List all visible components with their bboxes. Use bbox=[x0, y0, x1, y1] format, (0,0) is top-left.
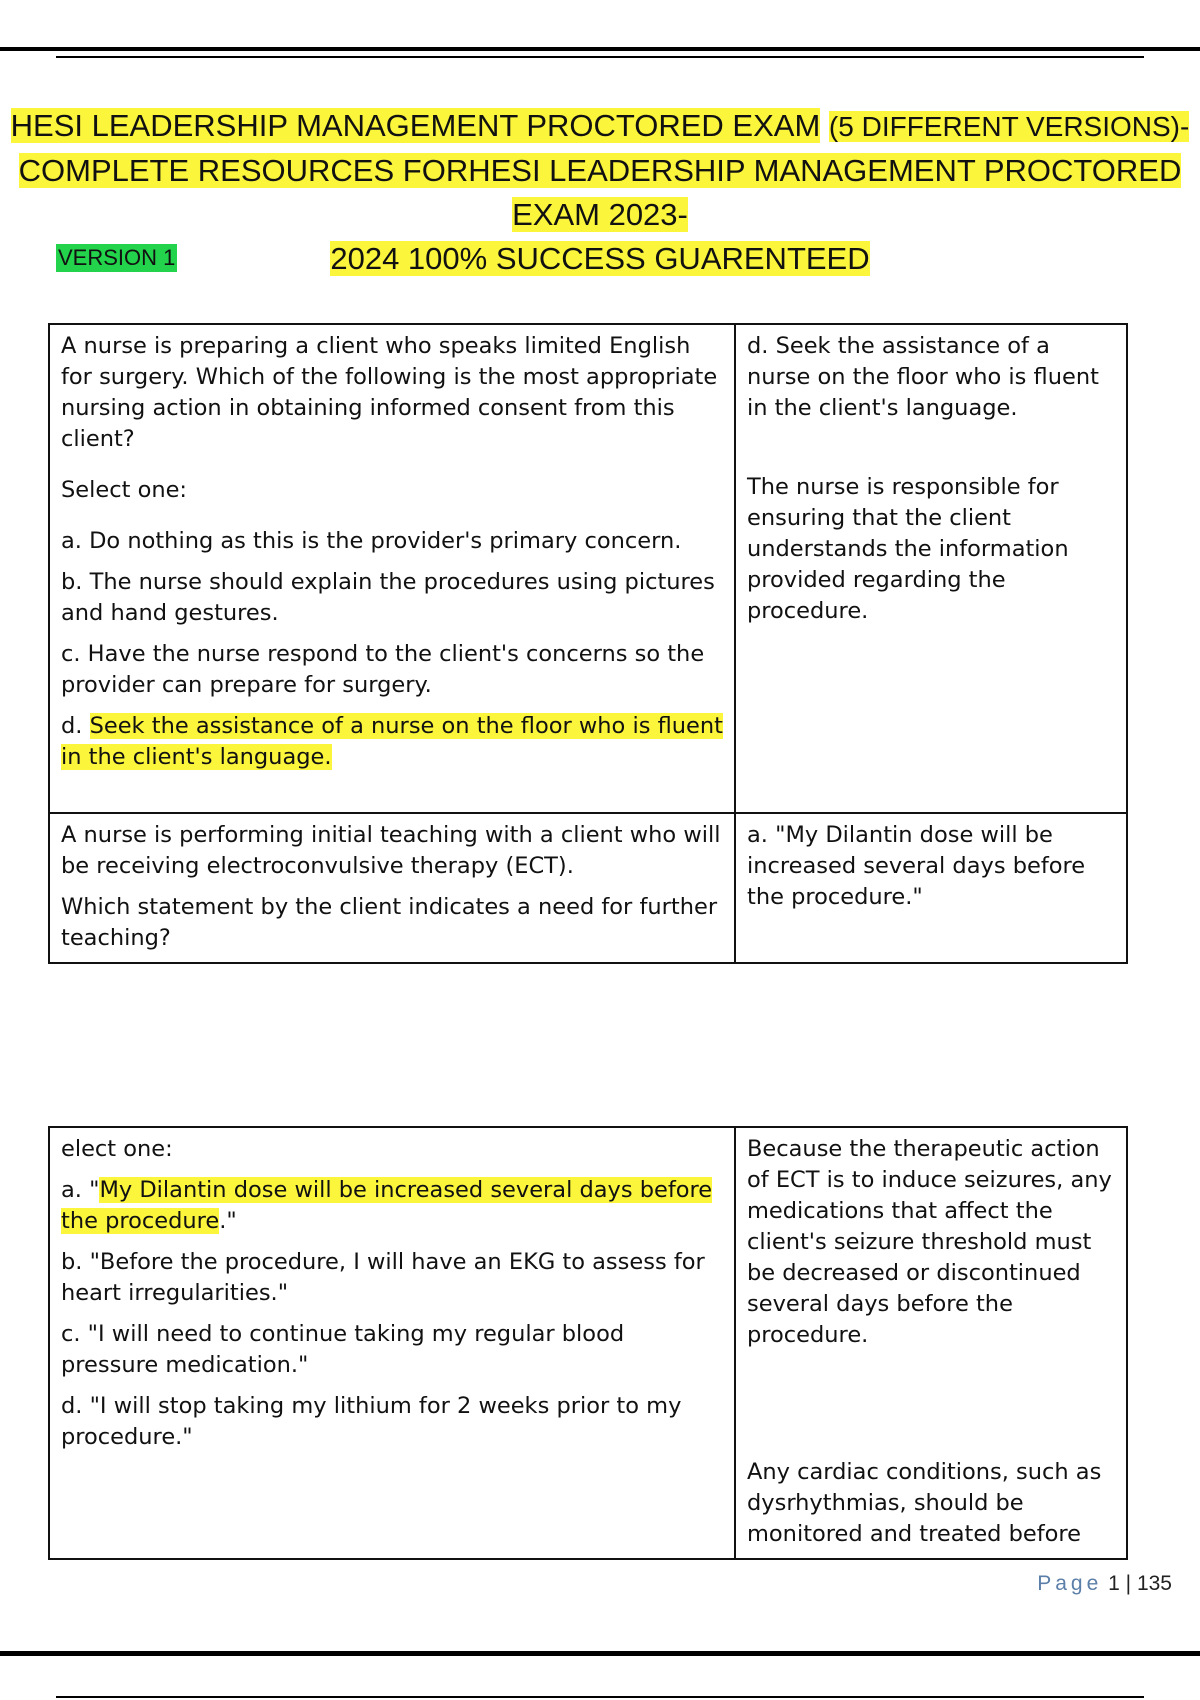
select-one-label: Select one: bbox=[61, 477, 188, 503]
title-line-2-text: COMPLETE RESOURCES FORHESI LEADERSHIP MANAGEMENT PROCTORED EXAM 2023- bbox=[18, 153, 1182, 232]
title-line-3-text: 2024 100% SUCCESS GUARENTEED bbox=[330, 241, 870, 276]
option-a-suffix: ." bbox=[219, 1208, 237, 1234]
question-text-2: Which statement by the client indicates a need for further teaching? bbox=[61, 894, 718, 951]
option-d bbox=[61, 711, 724, 773]
page-separator: | bbox=[1125, 1572, 1132, 1595]
question-text: A nurse is preparing a client who speaks limited English for surgery. Which of the following is the most appropriate nursing action in obtaining informed consent from this client? bbox=[61, 333, 718, 452]
table-row bbox=[49, 1127, 1127, 1559]
option-d-highlight: Seek the assistance of a nurse on the floor who is fluent in the client's language. bbox=[61, 713, 723, 770]
option-c: c. Have the nurse respond to the client's concerns so the provider can prepare for surgery. bbox=[61, 641, 705, 698]
answer-text: d. Seek the assistance of a nurse on the floor who is fluent in the client's language. bbox=[747, 333, 1099, 421]
question-text: A nurse is performing initial teaching with a client who will be receiving electroconvulsive therapy (ECT). bbox=[61, 822, 721, 879]
option-d: d. "I will stop taking my lithium for 2 weeks prior to my procedure." bbox=[61, 1393, 682, 1450]
page-indicator bbox=[1037, 1572, 1172, 1596]
version-label: VERSION 1 bbox=[58, 245, 176, 270]
rationale-text: Because the therapeutic action of ECT is to induce seizures, any medications that affect the client's seizure threshold must be decreased or discontinued several days before the procedure. bbox=[747, 1136, 1112, 1348]
page-word: Page bbox=[1037, 1572, 1103, 1595]
rationale-text-2: Any cardiac conditions, such as dysrhythmias, should be monitored and treated before bbox=[747, 1459, 1102, 1547]
title-line-2 bbox=[0, 149, 1200, 237]
answer-text: a. "My Dilantin dose will be increased several days before the procedure." bbox=[747, 822, 1086, 910]
document-title bbox=[0, 104, 1200, 281]
option-a bbox=[61, 1175, 724, 1237]
option-a-prefix: a. " bbox=[61, 1177, 100, 1203]
bottom-rule-thick bbox=[0, 1651, 1200, 1656]
answer-cell bbox=[735, 324, 1127, 813]
title-line-3 bbox=[0, 237, 1200, 281]
option-c: c. "I will need to continue taking my regular blood pressure medication." bbox=[61, 1321, 625, 1378]
rationale-text: The nurse is responsible for ensuring that the client understands the information provided regarding the procedure. bbox=[747, 474, 1069, 624]
question-cell bbox=[49, 1127, 735, 1559]
table-row bbox=[49, 813, 1127, 963]
answer-cell bbox=[735, 813, 1127, 963]
question-cell bbox=[49, 324, 735, 813]
option-b: b. The nurse should explain the procedures using pictures and hand gestures. bbox=[61, 569, 715, 626]
question-cell bbox=[49, 813, 735, 963]
option-a-highlight: My Dilantin dose will be increased several days before the procedure bbox=[61, 1177, 713, 1234]
page-number: 1 bbox=[1108, 1572, 1120, 1595]
option-a: a. Do nothing as this is the provider's primary concern. bbox=[61, 528, 682, 554]
answer-cell bbox=[735, 1127, 1127, 1559]
bottom-rule-thin bbox=[56, 1696, 1144, 1698]
title-line-1-b: (5 DIFFERENT VERSIONS)- bbox=[828, 111, 1190, 142]
select-one-label: elect one: bbox=[61, 1136, 173, 1162]
question-table-1 bbox=[48, 323, 1128, 964]
top-rule-thick bbox=[0, 47, 1200, 51]
top-rule-thin bbox=[56, 56, 1144, 58]
page-total: 135 bbox=[1136, 1572, 1172, 1595]
option-d-prefix: d. bbox=[61, 713, 90, 739]
question-table-2 bbox=[48, 1126, 1128, 1560]
option-b: b. "Before the procedure, I will have an EKG to assess for heart irregularities." bbox=[61, 1249, 705, 1306]
title-line-1 bbox=[0, 104, 1200, 149]
table-row bbox=[49, 324, 1127, 813]
title-line-1-a: HESI LEADERSHIP MANAGEMENT PROCTORED EXAM bbox=[10, 108, 821, 143]
